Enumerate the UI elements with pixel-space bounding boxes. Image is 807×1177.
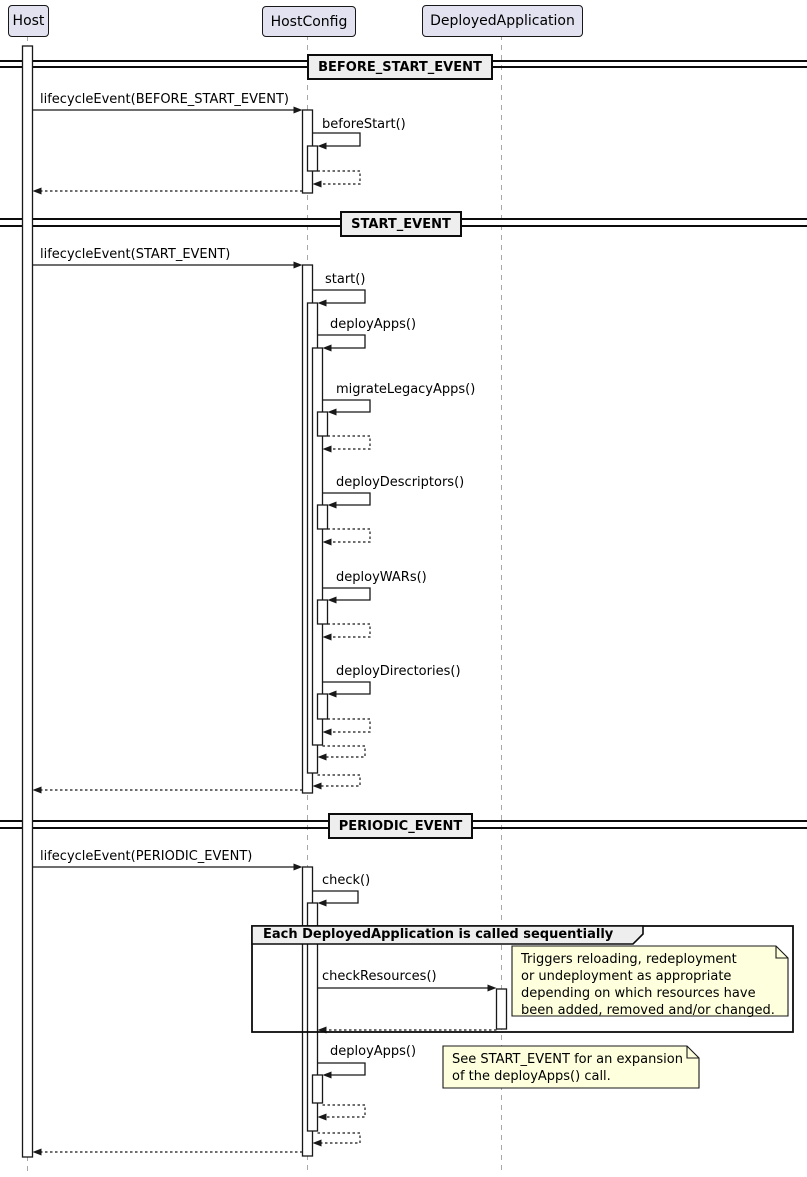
message-migratelegacyapps: migrateLegacyApps() bbox=[336, 382, 476, 397]
message-check: check() bbox=[322, 873, 371, 888]
message-lifecycle-before: lifecycleEvent(BEFORE_START_EVENT) bbox=[40, 92, 289, 107]
participant-deployedapplication-label: DeployedApplication bbox=[430, 13, 575, 29]
migratelegacyapps-return bbox=[328, 436, 371, 449]
deploydirectories-return bbox=[328, 719, 371, 732]
note-line: Triggers reloading, redeployment bbox=[521, 952, 737, 967]
message-deploydirectories: deployDirectories() bbox=[336, 664, 461, 679]
deploydescriptors-activation bbox=[318, 505, 328, 529]
checkresources-note-text bbox=[521, 951, 775, 1019]
note-line: or undeployment as appropriate bbox=[521, 969, 732, 984]
check-selfcall bbox=[313, 891, 359, 903]
message-deploywars: deployWARs() bbox=[336, 570, 427, 585]
arrowheads bbox=[33, 107, 497, 1156]
deploydirectories-activation bbox=[318, 694, 328, 719]
deployapps-selfcall bbox=[318, 335, 366, 348]
divider-lines bbox=[0, 61, 807, 828]
participant-hostconfig bbox=[262, 6, 356, 37]
deployapps2-activation bbox=[313, 1075, 323, 1103]
participant-hostconfig-label: HostConfig bbox=[270, 13, 348, 30]
participant-host-label: Host bbox=[12, 13, 45, 29]
deploydescriptors-selfcall bbox=[323, 493, 371, 505]
note-line: depending on which resources have bbox=[521, 986, 756, 1001]
deploydirectories-selfcall bbox=[323, 682, 371, 694]
note-line: been added, removed and/or changed. bbox=[521, 1003, 775, 1018]
note-line: of the deployApps() call. bbox=[452, 1069, 611, 1084]
message-deployapps-periodic: deployApps() bbox=[330, 1044, 417, 1059]
host-activation bbox=[23, 46, 33, 1157]
divider-start-event bbox=[340, 211, 462, 237]
divider-before-start-event bbox=[307, 54, 493, 80]
start-return bbox=[318, 775, 361, 786]
message-lifecycle-periodic: lifecycleEvent(PERIODIC_EVENT) bbox=[40, 849, 253, 864]
message-beforestart: beforeStart() bbox=[322, 117, 406, 132]
deployapps-note-text bbox=[452, 1051, 683, 1085]
message-checkresources: checkResources() bbox=[322, 969, 437, 984]
migratelegacyapps-activation bbox=[318, 412, 328, 436]
deployapps2-return bbox=[323, 1105, 366, 1117]
deployapps-return bbox=[323, 746, 366, 757]
divider-start-label: START_EVENT bbox=[351, 216, 451, 232]
message-deployapps: deployApps() bbox=[330, 317, 417, 332]
participant-host bbox=[8, 5, 49, 37]
deployapps2-selfcall bbox=[318, 1063, 366, 1075]
lifelines bbox=[28, 35, 502, 1172]
deploydescriptors-return bbox=[328, 529, 371, 542]
beforestart-activation bbox=[308, 146, 318, 171]
return-arrows bbox=[42, 171, 497, 1152]
note-line: See START_EVENT for an expansion bbox=[452, 1052, 683, 1067]
migratelegacyapps-selfcall bbox=[323, 400, 371, 412]
message-start: start() bbox=[325, 272, 366, 287]
group-title: Each DeployedApplication is called sequentially bbox=[263, 927, 614, 942]
participant-deployedapplication bbox=[422, 5, 583, 37]
message-lifecycle-start: lifecycleEvent(START_EVENT) bbox=[40, 247, 231, 262]
deploywars-activation bbox=[318, 600, 328, 624]
beforestart-selfcall bbox=[313, 133, 361, 146]
deployapps-activation bbox=[313, 348, 323, 745]
deploywars-selfcall bbox=[323, 588, 371, 600]
divider-periodic-label: PERIODIC_EVENT bbox=[338, 818, 463, 834]
deploywars-return bbox=[328, 624, 371, 637]
divider-periodic-event bbox=[328, 813, 473, 839]
start-selfcall bbox=[313, 290, 366, 303]
beforestart-return bbox=[318, 171, 361, 184]
divider-before-start-label: BEFORE_START_EVENT bbox=[318, 59, 482, 75]
deployedapplication-activation bbox=[497, 989, 507, 1029]
check-return bbox=[318, 1133, 361, 1143]
message-deploydescriptors: deployDescriptors() bbox=[336, 475, 465, 490]
